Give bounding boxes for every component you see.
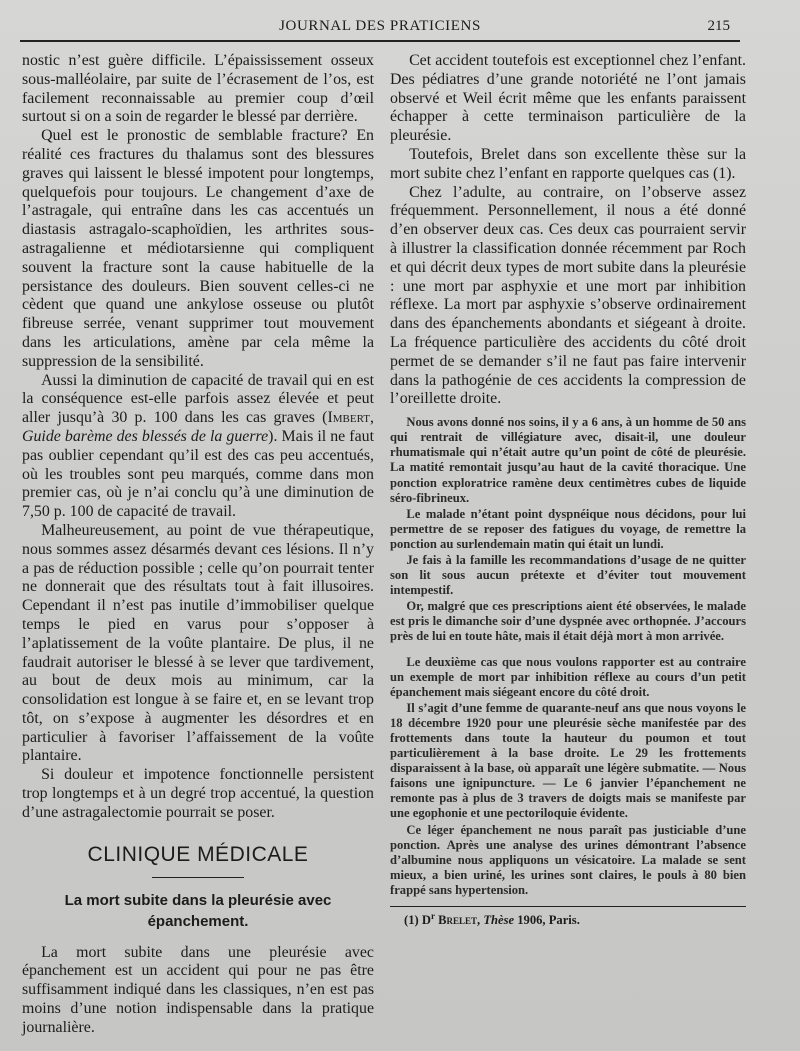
case-paragraph: Je fais à la famille les recommandations d’usage de ne quitter son lit sous aucun prétexte et d’éviter tout mouvement intempestif. <box>390 552 746 598</box>
cited-work: Guide barème des blessés de la guerre <box>22 427 269 445</box>
footnote-rule <box>390 906 746 907</box>
case-paragraph: Nous avons donné nos soins, il y a 6 ans, à un homme de 50 ans qui rentrait de villégiature avec, disait-il, une douleur rhumatismale qui n’était autre qu’un point de côté de pleurésie. La matité remontait jusqu’au haut de la cavité thoracique. Une ponction exploratrice ramène deux centimètres cubes de liquide séro-fibrineux. <box>390 415 746 505</box>
footnote-work: Thèse <box>483 913 515 928</box>
paragraph: Cet accident toutefois est exceptionnel chez l’enfant. Des pédiatres d’une grande notoriété ne l’ont jamais observé et Weil écrit même que les enfants paraissent échapper à cette terminaison particulière de la pleurésie. <box>390 52 746 145</box>
paragraph: La mort subite dans une pleurésie avec épanchement est un accident qui pour ne pas être suffisamment indiqué dans les classiques, n’en est pas moins d’une notion indispensable dans la pratique journalière. <box>22 943 374 1036</box>
cited-author: Imbert <box>327 409 371 427</box>
case-paragraph: Il s’agit d’une femme de quarante-neuf ans que nous voyons le 18 décembre 1920 pour une pleurésie sèche manifestée par des frottements dans toute la hauteur du poumon et tout particulièrement à la base droite. Le 29 les frottements disparaissent à la base, où apparaît une légère submatite. — Nous faisons une ignipuncture. — Le 6 janvier l’épanchement ne remonte pas à plus de 3 travers de doigts mais se manifeste par une egophonie et une pectoriloquie évidente. <box>390 700 746 821</box>
left-column <box>22 52 374 1038</box>
page-number: 215 <box>707 18 730 34</box>
paragraph: Chez l’adulte, au contraire, on l’observe assez fréquemment. Personnellement, il nous a été donné d’en observer deux cas. Ces deux cas pourraient servir à illustrer la classification donnée récemment par Roch et qui décrit deux types de mort subite dans la pleurésie : une mort par asphyxie et une mort par inhibition réflexe. La mort par asphyxie s’observe ordinairement dans des épanchements abondants et siégeant à droite. La fréquence particulière des accidents du côté droit permet de se demander s’il ne faut pas faire intervenir dans la pathogénie de ces accidents la compression de l’oreillette droite. <box>390 183 746 408</box>
footnote-author: Brelet <box>438 913 478 928</box>
footnote-superscript: r <box>430 911 435 922</box>
page-header <box>20 14 740 42</box>
section-heading: CLINIQUE MÉDICALE <box>87 842 309 866</box>
paragraph: Si douleur et impotence fonctionnelle persistent trop longtemps et à un degré trop accentué, la question d’une astragalectomie pourrait se poser. <box>22 766 374 821</box>
case-paragraph: Le malade n’étant point dyspnéique nous décidons, pour lui permettre de se reposer des fatigues du voyage, de remettre la ponction au surlendemain matin qui était un lundi. <box>390 506 746 551</box>
case-paragraph: Or, malgré que ces prescriptions aient été observées, le malade est pris le dimanche soir d’une dyspnée avec orthopnée. J’accours près de lui en toute hâte, mais il était déjà mort à mon arrivée. <box>390 599 746 644</box>
paragraph: nostic n’est guère difficile. L’épaississement osseux sous-malléolaire, par suite de l’écrasement de l’os, est facilement reconnaissable au premier coup d’œil surtout si on a soin de regarder le blessé par derrière. <box>22 52 374 126</box>
section-rule <box>152 877 244 878</box>
case-paragraph: Le deuxième cas que nous voulons rapporter est au contraire un exemple de mort par inhibition réflexe au cours d’un petit épanchement mais siégeant encore du côté droit. <box>390 654 746 699</box>
journal-title: JOURNAL DES PRATICIENS <box>279 18 481 34</box>
article-title: La mort subite dans la pleurésie avec épanchement. <box>64 891 332 930</box>
case-paragraph: Ce léger épanchement ne nous paraît pas justiciable d’une ponction. Après une analyse des urines démontrant l’absence d’albumine nous appliquons un vésicatoire. La malade se sent mieux, a bien uriné, les urines sont claires, le pouls à 80 bien frappé sans hypertension. <box>390 822 746 897</box>
paragraph-text: Aussi la diminution de capacité de travail qui en est la conséquence est-elle parfois assez élevée et peut aller jusqu’à 30 p. 100 dans les cas graves ( <box>22 371 374 427</box>
paragraph <box>22 372 374 522</box>
footnote <box>390 911 746 928</box>
separator: , <box>370 409 374 427</box>
footnote-rest: 1906, Paris. <box>514 913 580 928</box>
paragraph-text: ). Mais il ne faut pas oublier cependant qu’il est des cas peu accentués, où les troubles sont peu marqués, comme dans mon premier cas, où je n’ai conclu qu’à une diminution de 7,50 p. 100 de capacité de travail. <box>22 427 374 521</box>
paragraph: Quel est le pronostic de semblable fracture? En réalité ces fractures du thalamus sont des blessures graves qui laissent le blessé impotent pour longtemps, quelquefois pour toujours. Le changement d’axe de l’astragale, qui entraîne dans les cas accentués un diastasis astragalo-scaphoïdien, les arthrites sous-astragalienne et médiotarsienne qui compliquent souvent la fracture sont la cause habituelle de la persistance des douleurs. Bien souvent celles-ci ne cèdent que quand une ankylose osseuse ou plutôt fibreuse serrée, venant supprimer tout mouvement dans les articulations, amène par cela même la suppression de la sensibilité. <box>22 127 374 370</box>
right-column <box>390 52 746 928</box>
footnote-separator: , <box>477 913 484 928</box>
paragraph: Toutefois, Brelet dans son excellente thèse sur la mort subite chez l’enfant en rapporte quelques cas (1). <box>390 145 746 182</box>
footnote-prefix: (1) D <box>404 913 431 928</box>
paragraph: Malheureusement, au point de vue thérapeutique, nous sommes assez désarmés devant ces lésions. Il n’y a pas de réduction possible ; celle qu’on pourrait tenter ne donnerait que des résultats tout à fait illusoires. Cependant il n’est pas inutile d’immobiliser quelque temps le pied en varus pour s’opposer à l’aplatissement de la voûte plantaire. De plus, il ne faudrait autoriser le blessé à se lever que tardivement, au bout de deux mois au minimum, car la consolidation est longue à se faire et, en se levant trop tôt, on s’expose à augmenter les désordres et en particulier à favoriser l’affaissement de la voûte plantaire. <box>22 521 374 765</box>
